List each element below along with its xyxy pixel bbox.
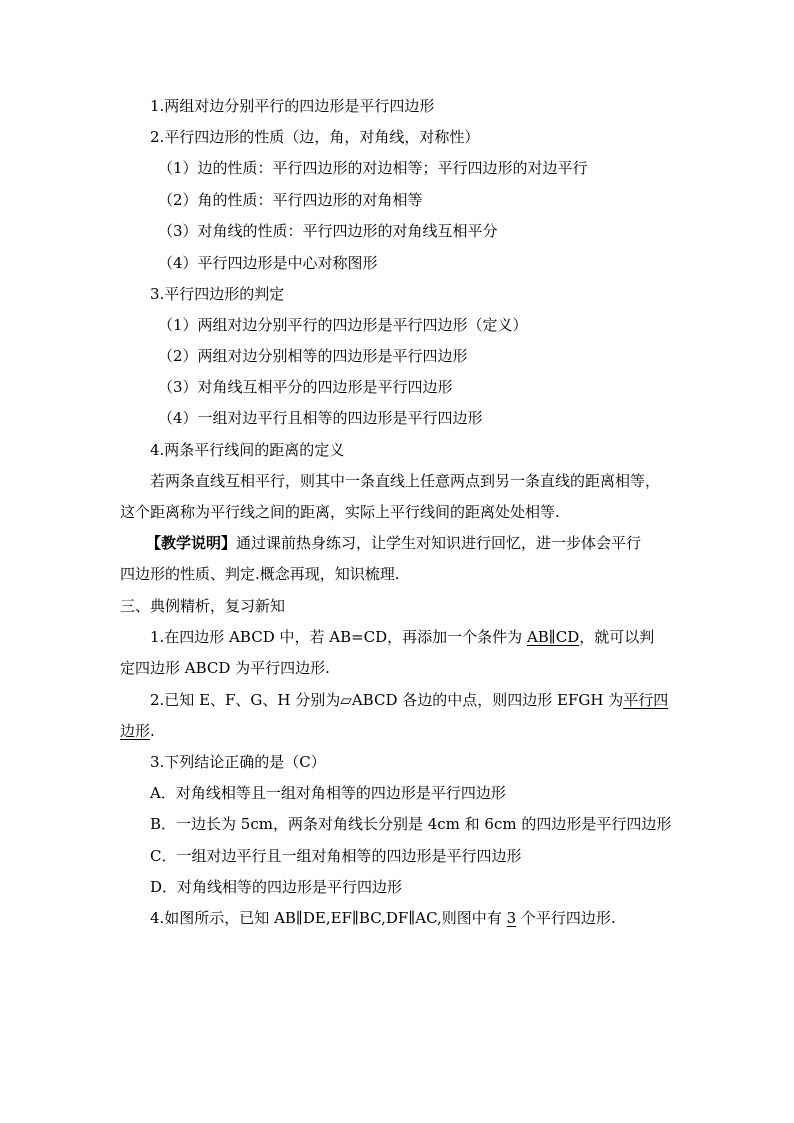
definition-line-2: 这个距离称为平行线之间的距离，实际上平行线间的距离处处相等. xyxy=(120,503,560,521)
question-2-line-1: 2.已知 E、F、G、H 分别为▱ABCD 各边的中点，则四边形 EFGH 为平行四 xyxy=(150,691,669,709)
teaching-note-line-2: 四边形的性质、判定.概念再现，知识梳理. xyxy=(120,565,400,583)
section-heading: 三、典例精析，复习新知 xyxy=(120,597,286,615)
review-line-5: （3）对角线的性质：平行四边形的对角线互相平分 xyxy=(158,222,498,240)
question-1-line-2: 定四边形 ABCD 为平行四边形. xyxy=(120,659,330,677)
review-line-12: 4.两条平行线间的距离的定义 xyxy=(150,441,345,459)
question-2-line-2: 边形. xyxy=(120,722,155,740)
review-line-9: （2）两组对边分别相等的四边形是平行四边形 xyxy=(158,347,468,365)
review-line-10: （3）对角线互相平分的四边形是平行四边形 xyxy=(158,378,453,396)
teaching-note-line-1 xyxy=(146,533,641,553)
question-4-line: 4.如图所示，已知 AB∥DE,EF∥BC,DF∥AC,则图中有 3 个平行四边形. xyxy=(150,909,616,927)
question-1-line-1: 1.在四边形 ABCD 中，若 AB=CD，再添加一个条件为 AB∥CD，就可以判 xyxy=(150,628,655,646)
teaching-note-tag: 【教学说明】 xyxy=(146,534,237,552)
question-3-option-a: A．对角线相等且一组对角相等的四边形是平行四边形 xyxy=(150,784,506,802)
review-line-1: 1.两组对边分别平行的四边形是平行四边形 xyxy=(150,97,435,115)
definition-line-1: 若两条直线互相平行，则其中一条直线上任意两点到另一条直线的距离相等， xyxy=(150,472,661,490)
question-3-option-d: D．对角线相等的四边形是平行四边形 xyxy=(150,878,403,896)
review-line-8: （1）两组对边分别平行的四边形是平行四边形（定义） xyxy=(158,316,528,334)
review-line-6: （4）平行四边形是中心对称图形 xyxy=(158,254,378,272)
review-line-11: （4）一组对边平行且相等的四边形是平行四边形 xyxy=(158,409,483,427)
question-3-option-b: B．一边长为 5cm，两条对角线长分别是 4cm 和 6cm 的四边形是平行四边形 xyxy=(150,815,672,833)
parallelogram-icon: ▱ xyxy=(340,691,352,709)
review-line-2: 2.平行四边形的性质（边，角，对角线，对称性） xyxy=(150,128,480,146)
question-3-stem: 3.下列结论正确的是（C） xyxy=(150,753,326,771)
review-line-4: （2）角的性质：平行四边形的对角相等 xyxy=(158,191,423,209)
question-3-option-c: C．一组对边平行且一组对角相等的四边形是平行四边形 xyxy=(150,847,522,865)
question-2-answer-part-2: 边形 xyxy=(120,722,151,740)
review-line-7: 3.平行四边形的判定 xyxy=(150,285,285,303)
question-4-answer: 3 xyxy=(506,909,517,927)
teaching-note-text: 通过课前热身练习，让学生对知识进行回忆，进一步体会平行 xyxy=(236,534,642,552)
question-2-answer-part-1: 平行四 xyxy=(623,691,669,709)
review-line-3: （1）边的性质：平行四边形的对边相等；平行四边形的对边平行 xyxy=(158,159,588,177)
question-1-answer: AB∥CD xyxy=(526,628,580,646)
